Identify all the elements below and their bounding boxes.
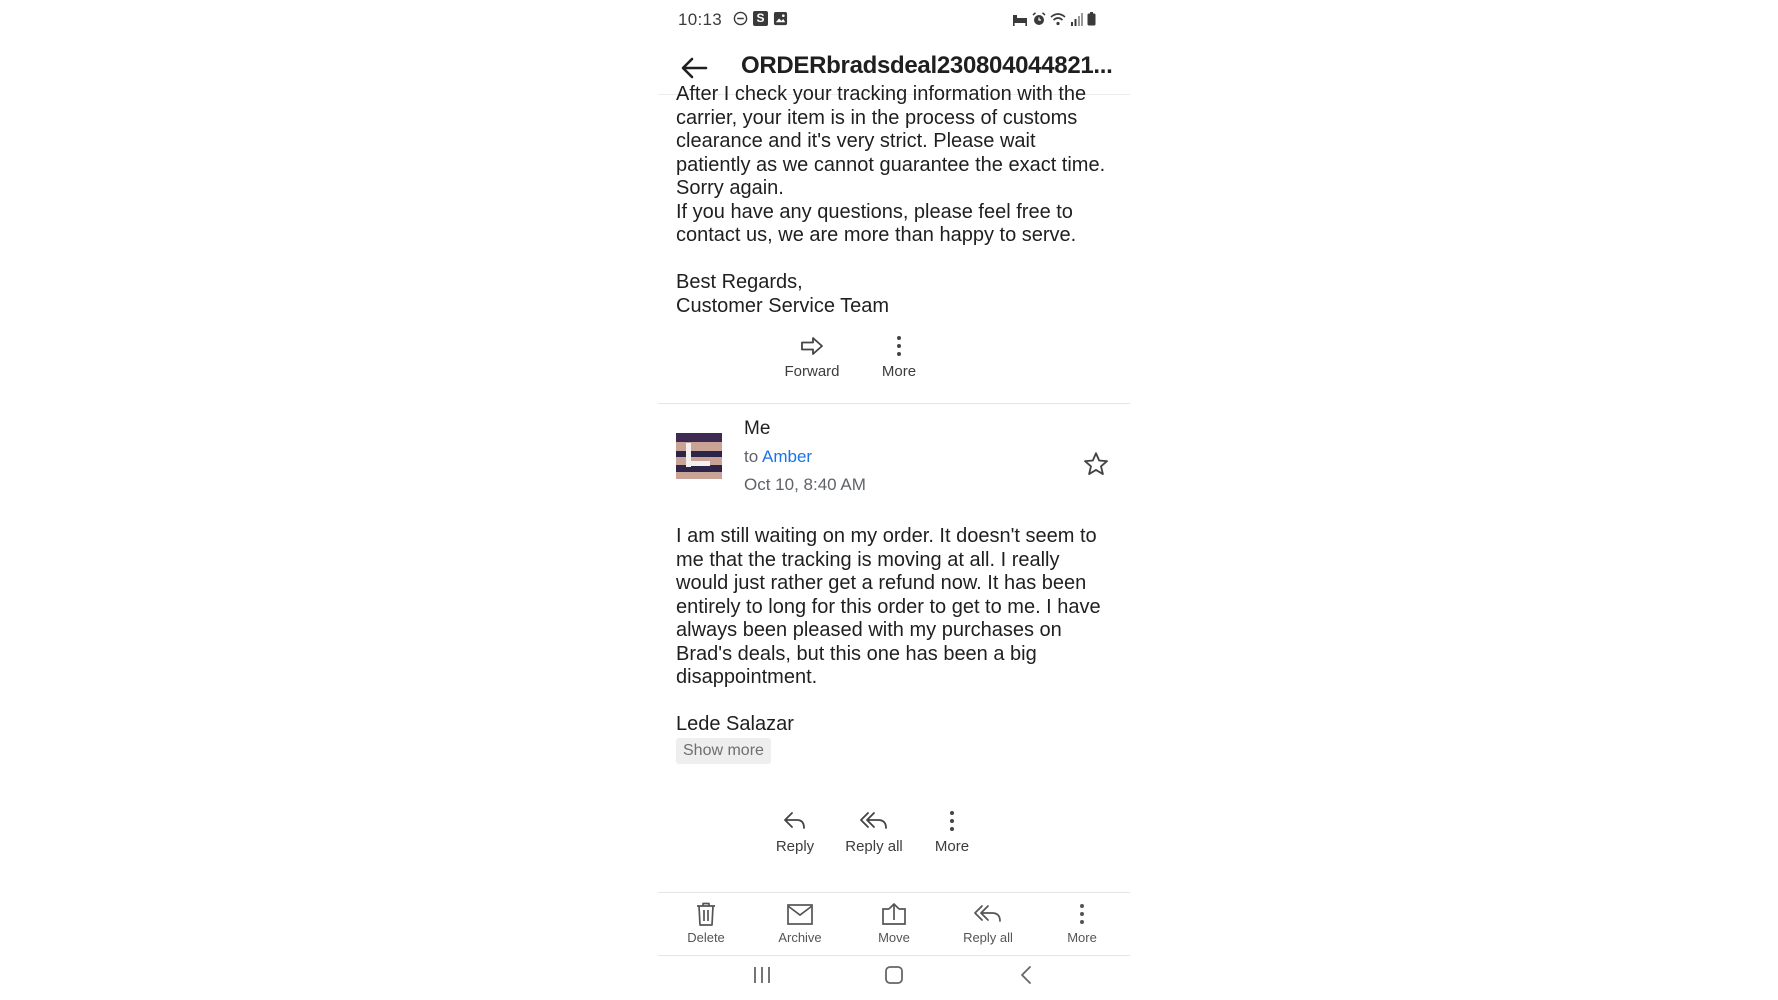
message-line: Brad's deals, but this one has been a big bbox=[676, 642, 1037, 665]
to-prefix: to bbox=[744, 447, 759, 466]
message-line: would just rather get a refund now. It has been bbox=[676, 572, 1087, 594]
message-line: always been pleased with my purchases on bbox=[676, 619, 1062, 641]
message-line: After I check your tracking information with the bbox=[676, 83, 1087, 105]
wifi-icon bbox=[1050, 12, 1066, 26]
message-more-button[interactable] bbox=[930, 808, 974, 855]
phone-screen bbox=[658, 0, 1130, 1000]
reply-label: Reply bbox=[775, 838, 815, 855]
reply-icon bbox=[782, 808, 808, 834]
email-subject: ORDERbradsdeal230804044821... bbox=[741, 52, 1113, 79]
message-line bbox=[676, 690, 1116, 714]
avatar-image bbox=[676, 433, 722, 479]
trash-icon bbox=[694, 901, 718, 927]
message-line: patiently as we cannot guarantee the exact time. bbox=[676, 153, 1106, 176]
archive-icon bbox=[786, 901, 814, 927]
toolbar-reply-all-button[interactable] bbox=[948, 901, 1028, 945]
toolbar-more-button[interactable] bbox=[1042, 901, 1122, 945]
reply-button[interactable] bbox=[770, 808, 820, 855]
alarm-icon bbox=[1032, 12, 1046, 26]
message-line: Sorry again. bbox=[676, 177, 784, 199]
more-vert-icon bbox=[886, 333, 912, 359]
do-not-disturb-icon bbox=[733, 11, 748, 26]
archive-label: Archive bbox=[778, 930, 822, 945]
message-thread bbox=[658, 83, 1130, 885]
more-vert-icon bbox=[1069, 901, 1095, 927]
reply-all-label: Reply all bbox=[845, 838, 903, 855]
more-vert-icon bbox=[939, 808, 965, 834]
bottom-toolbar bbox=[658, 892, 1130, 956]
recent-apps-icon[interactable] bbox=[751, 964, 773, 986]
battery-icon bbox=[1087, 12, 1096, 26]
message-line: I am still waiting on my order. It doesn't seem to bbox=[676, 525, 1097, 547]
status-bar bbox=[678, 10, 1118, 32]
previous-more-button[interactable] bbox=[877, 333, 921, 380]
message-line: entirely to long for this order to get to me. I have bbox=[676, 595, 1101, 618]
reply-all-button[interactable] bbox=[838, 808, 910, 855]
status-time: 10:13 bbox=[678, 10, 723, 29]
message-line: disappointment. bbox=[676, 666, 818, 688]
move-icon bbox=[880, 901, 908, 927]
move-label: Move bbox=[878, 930, 910, 945]
system-nav-bar bbox=[658, 960, 1130, 1000]
message-body bbox=[676, 525, 1116, 737]
message-line: Customer Service Team bbox=[676, 294, 890, 317]
move-button[interactable] bbox=[854, 901, 934, 945]
s-app-icon: S bbox=[753, 11, 768, 26]
status-left-icons bbox=[733, 11, 788, 26]
message-line: Lede Salazar bbox=[676, 713, 794, 735]
message-line: contact us, we are more than happy to serve. bbox=[676, 224, 1077, 246]
more-label: More bbox=[1067, 930, 1097, 945]
back-nav-icon[interactable] bbox=[1016, 964, 1038, 986]
delete-button[interactable] bbox=[666, 901, 746, 945]
forward-label: Forward bbox=[784, 363, 840, 380]
status-right-icons bbox=[1012, 12, 1096, 26]
reply-all-label: Reply all bbox=[963, 930, 1013, 945]
reply-all-icon bbox=[973, 901, 1003, 927]
forward-button[interactable] bbox=[782, 333, 842, 380]
message-line: Best Regards, bbox=[676, 271, 803, 293]
avatar[interactable] bbox=[676, 433, 722, 479]
message-line: If you have any questions, please feel free to bbox=[676, 200, 1073, 223]
show-more-button[interactable]: Show more bbox=[676, 738, 771, 764]
signal-icon bbox=[1070, 12, 1083, 26]
previous-message-body bbox=[676, 83, 1116, 318]
more-label: More bbox=[934, 838, 970, 855]
back-arrow-icon[interactable] bbox=[678, 52, 710, 84]
reply-all-icon bbox=[859, 808, 889, 834]
home-icon[interactable] bbox=[883, 964, 905, 986]
message-date: Oct 10, 8:40 AM bbox=[744, 475, 866, 494]
delete-label: Delete bbox=[687, 930, 725, 945]
message-line: carrier, your item is in the process of customs bbox=[676, 106, 1078, 129]
more-label: More bbox=[881, 363, 917, 380]
sender-name: Me bbox=[744, 418, 771, 439]
star-icon[interactable] bbox=[1082, 450, 1110, 478]
message-line: clearance and it's very strict. Please wait bbox=[676, 130, 1036, 152]
message-divider bbox=[658, 403, 1130, 404]
message-line: me that the tracking is moving at all. I really bbox=[676, 548, 1060, 571]
message-line bbox=[676, 248, 1116, 272]
gallery-icon bbox=[773, 11, 788, 26]
recipient-line[interactable] bbox=[744, 447, 812, 467]
archive-button[interactable] bbox=[760, 901, 840, 945]
forward-icon bbox=[799, 333, 825, 359]
recipient-name: Amber bbox=[761, 447, 813, 466]
sleep-icon bbox=[1012, 12, 1028, 26]
